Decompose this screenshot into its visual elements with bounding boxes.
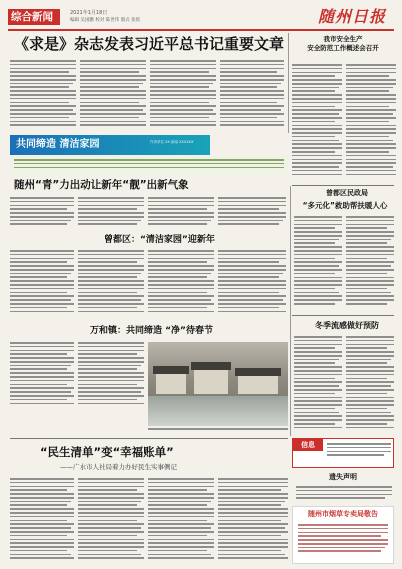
banner-intro-text	[14, 159, 284, 173]
article3-col2	[78, 342, 144, 408]
lead-body-col4	[220, 60, 284, 130]
tobacco-ad-title: 随州市烟草专卖局敬告	[308, 510, 378, 518]
article6-rule	[10, 438, 288, 439]
right-column-divider	[290, 186, 291, 436]
article3-col1	[10, 342, 74, 408]
notice-body	[296, 486, 392, 504]
article6-col3	[148, 478, 214, 564]
info-title: 信息	[301, 441, 315, 449]
paper-logo: 随州日报	[318, 7, 387, 26]
editor-line: 编辑 吴国鹏 校对 陈世伟 版式 张铭	[70, 18, 141, 23]
side-body-col1	[292, 64, 342, 182]
article1-col2	[78, 197, 144, 229]
village-photo	[148, 342, 288, 426]
lead-body-col3	[150, 60, 216, 130]
article4-col2	[346, 216, 394, 312]
article1-col3	[148, 197, 214, 229]
info-body	[327, 443, 391, 465]
article5-col2	[346, 336, 394, 434]
article4-subheadline: “多元化”救助帮扶暖人心	[302, 201, 388, 210]
banner-side: 作者单位 XX 新闻 XXXXXX	[150, 140, 194, 144]
side-headline: 我市安全生产 安全防范工作概述会召开	[307, 35, 379, 52]
article5-rule	[292, 315, 394, 316]
header-rule	[8, 29, 394, 31]
right-top-rule	[292, 185, 394, 186]
tobacco-ad-body	[298, 524, 388, 560]
article2-col4	[218, 250, 286, 316]
lead-divider	[288, 33, 289, 133]
article2-headline: 曾都区：“清洁家园”迎新年	[104, 235, 215, 245]
article1-headline: 随州“青”力出动让新年“靓”出新气象	[14, 179, 189, 191]
article5-col1	[294, 336, 342, 434]
article1-col1	[10, 197, 74, 229]
article1-col4	[218, 197, 286, 229]
article6-col4	[218, 478, 288, 564]
side-body-col2	[346, 64, 396, 182]
lead-body-col1	[10, 60, 76, 130]
date-line: 2021年1月18日	[70, 10, 108, 16]
article6-col1	[10, 478, 74, 564]
banner-title: 共同缔造 清洁家园	[16, 139, 100, 150]
article2-col3	[148, 250, 214, 316]
article6-col2	[78, 478, 144, 564]
article4-headline: 曾都区民政局	[326, 189, 368, 197]
article6-headline: “民生清单”变“幸福账单”	[40, 445, 174, 459]
lead-body-col2	[80, 60, 146, 130]
section-title: 综合新闻	[11, 11, 53, 23]
article4-col1	[294, 216, 342, 312]
article5-headline: 冬季流感做好预防	[315, 321, 379, 330]
article2-col2	[78, 250, 144, 316]
article3-headline: 万和镇：共同缔造 “净”待春节	[90, 326, 213, 336]
article2-col1	[10, 250, 74, 316]
photo-caption	[148, 428, 288, 434]
notice-title: 遗失声明	[329, 473, 357, 481]
lead-headline: 《求是》杂志发表习近平总书记重要文章	[14, 35, 285, 53]
article6-subheadline: ——广水市人社局着力办好民生实事侧记	[60, 463, 177, 471]
